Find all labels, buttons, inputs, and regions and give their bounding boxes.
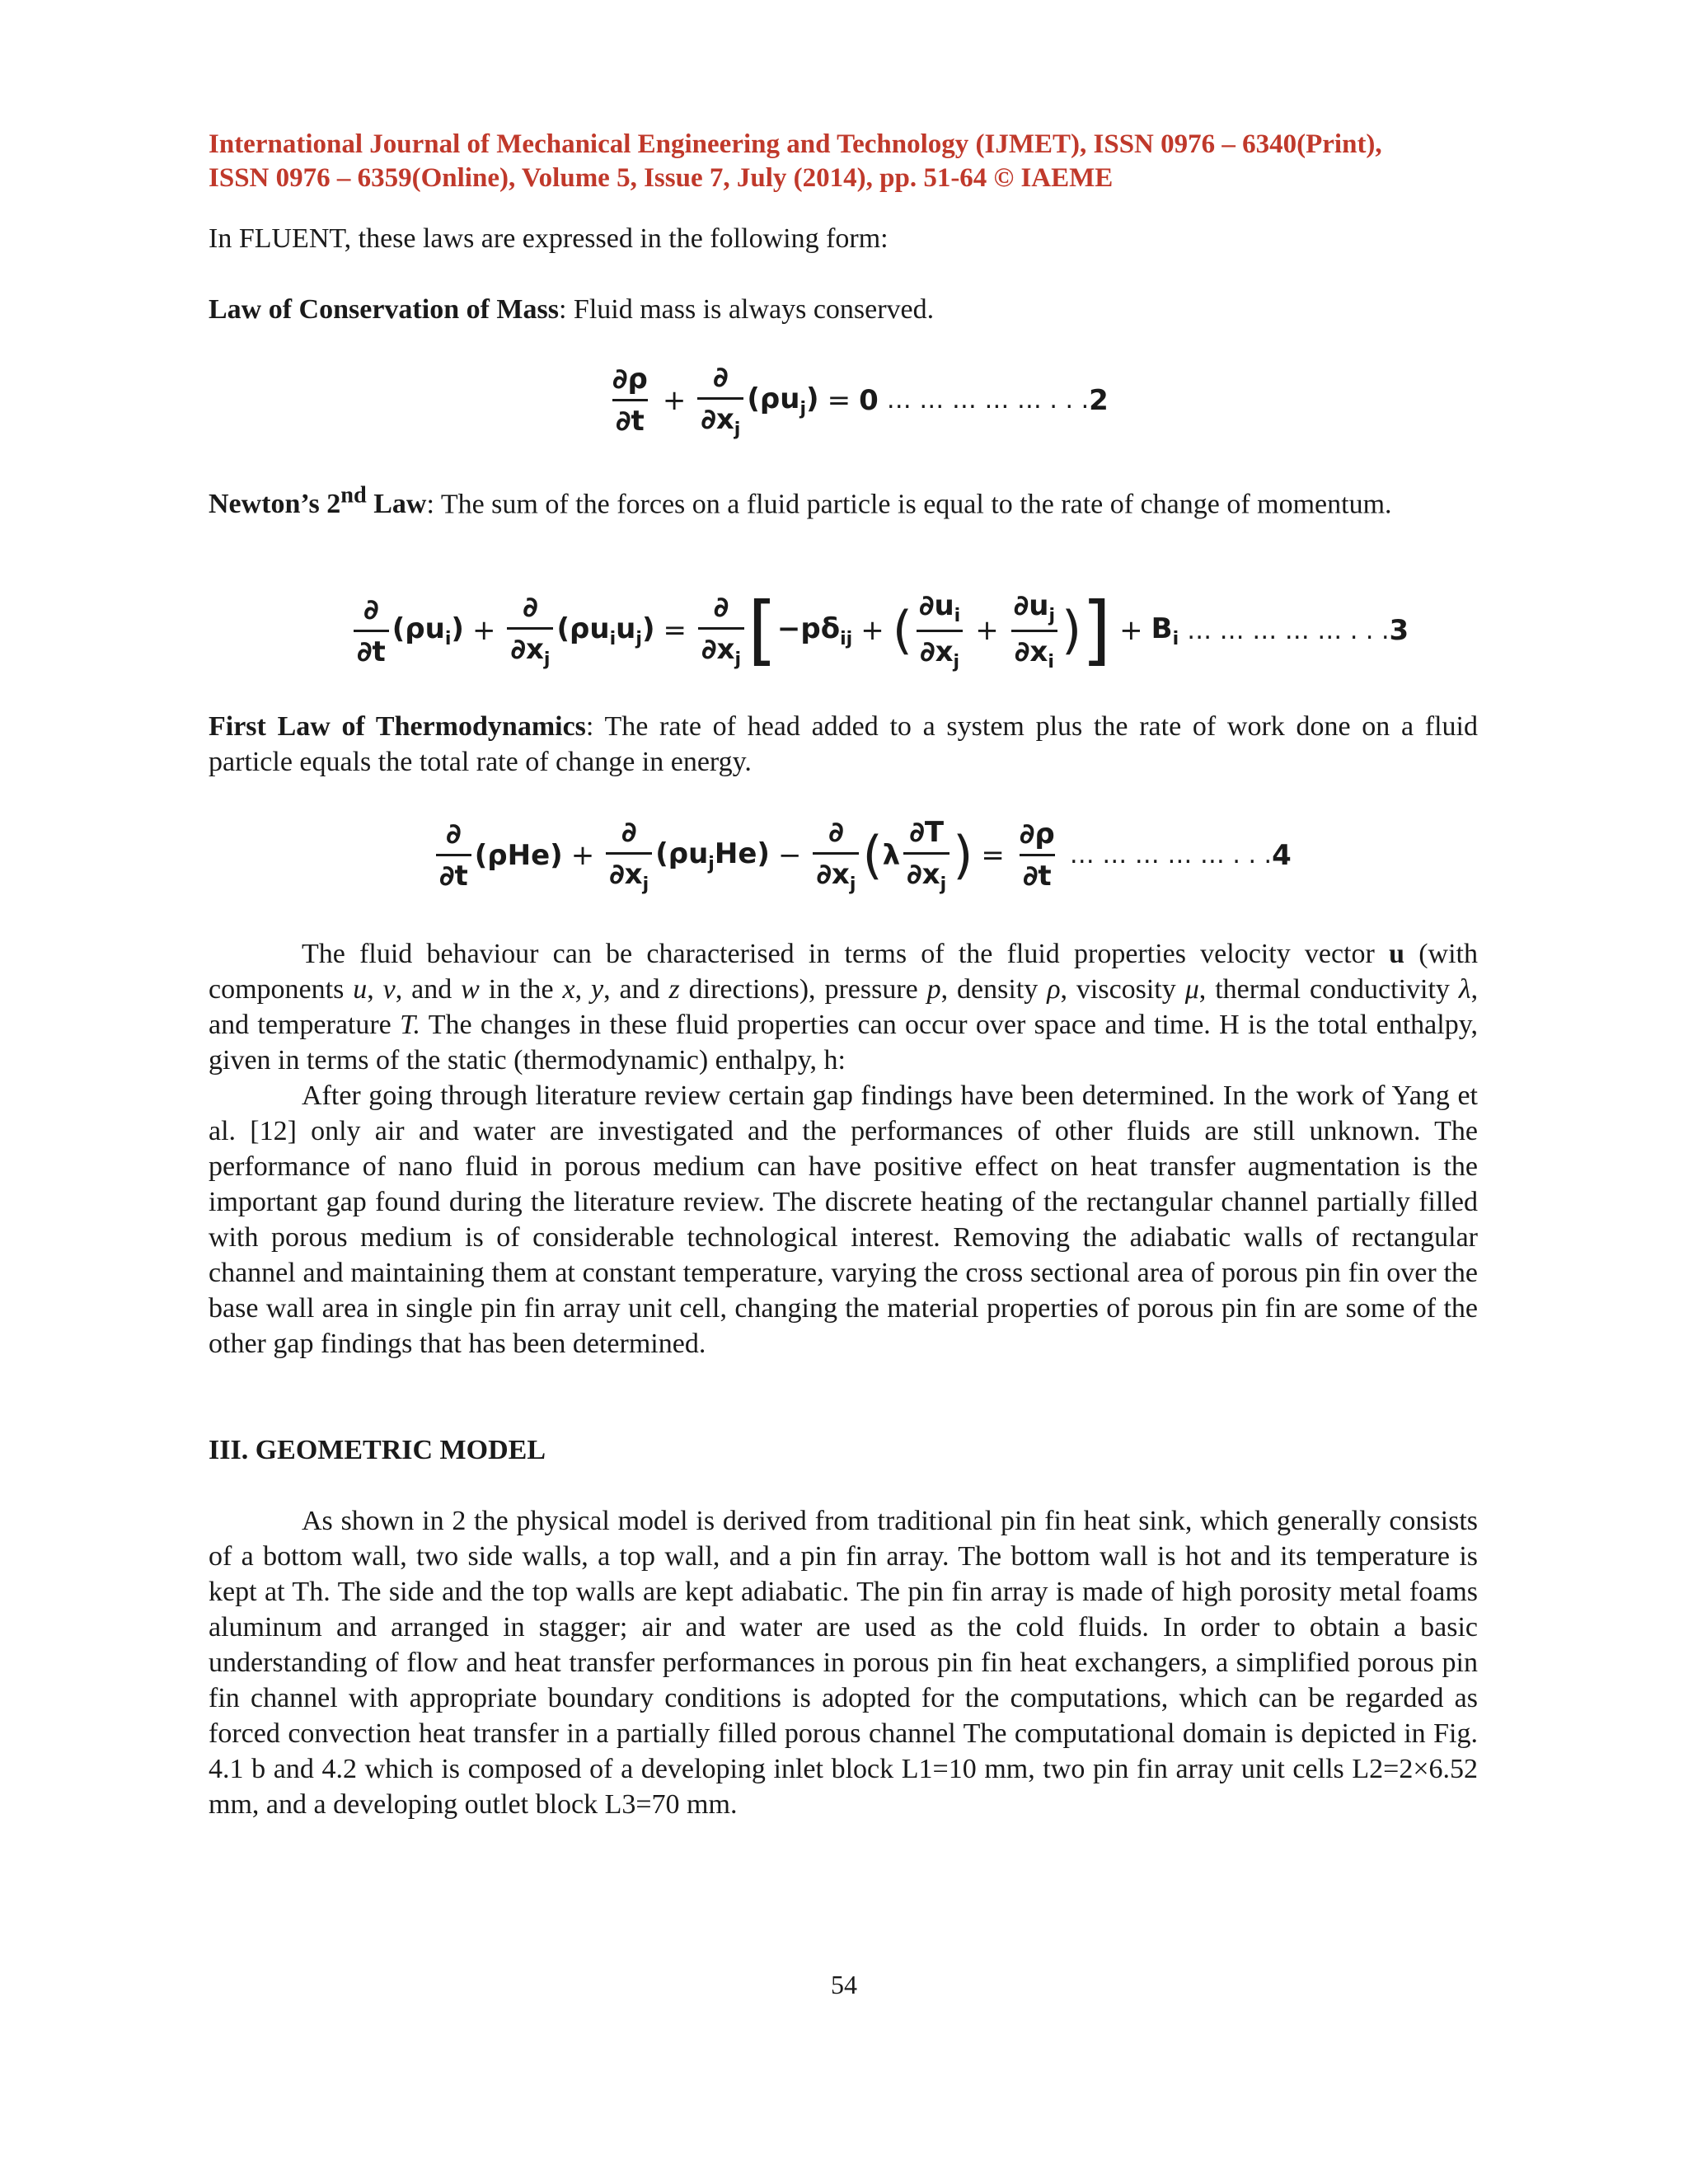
thermo-law-paragraph: [209, 709, 1478, 780]
newton-law-paragraph: [209, 478, 1478, 522]
gap-findings-paragraph: After going through literature review certain gap findings have been determined. In the work of Yang et al. [12] only air and water are investigated and the performances of other fluids are still unknown. The performance of nano fluid in porous medium can have positive effect on heat transfer augmentation is the important gap found during the literature review. The discrete heating of the rectangular channel partially filled with porous medium is of considerable technological interest. Removing the adiabatic walls of rectangular channel and maintaining them at constant temperature, varying the cross sectional area of porous pin fin over the base wall area in single pin fin array unit cell, changing the material properties of porous pin fin are some of the other gap findings that has been determined.: [209, 1080, 1478, 1359]
newton-law-text: : The sum of the forces on a fluid particle is equal to the rate of change of momentum.: [426, 489, 1392, 520]
equation-4: $\frac{\partial}{\partial t}$ (ρHe) + $\frac{\partial}{\partial x_j}$ $(\rho u_jHe)$ − $\frac{\partial}{\partial x_j}$ ( λ $\frac{\partial T}{\partial x_j}$ ) = $\frac{\partial\rho}{\partial t}$ … … … … … . . . 4: [433, 816, 1292, 895]
eq2-frac-d-dxj: $\frac{\partial}{\partial x_j}$: [697, 361, 743, 440]
eq4-dots: … … … … … . . .: [1069, 841, 1273, 870]
thermo-law-heading: First Law of Thermodynamics: [209, 711, 586, 742]
eq3-dots: … … … … … . . .: [1187, 616, 1390, 645]
journal-header: [209, 128, 1478, 195]
eq2-number: 2: [1089, 383, 1109, 417]
equation-2: $\frac{\partial\rho}{\partial t}$ + $\frac{\partial}{\partial x_j}$ $(\rho u_j)$ = 0 … … … … … . . . 2: [606, 361, 1109, 440]
mass-law-text: : Fluid mass is always conserved.: [558, 294, 935, 325]
journal-header-line-2: ISSN 0976 – 6359(Online), Volume 5, Issue 7, July (2014), pp. 51-64 © IAEME: [209, 163, 1114, 193]
section-title: III. GEOMETRIC MODEL: [209, 1435, 546, 1465]
geometric-model-paragraph: As shown in 2 the physical model is derived from traditional pin fin heat sink, which generally consists of a bottom wall, two side walls, a top wall, and a pin fin array. The bottom wall is hot and its temperature is kept at Th. The side and the top walls are kept adiabatic. The pin fin array is made of high porosity metal foams aluminum and arranged in stagger; air and water are used as the cold fluids. In order to obtain a basic understanding of flow and heat transfer performances in porous pin fin heat exchangers, a simplified porous pin fin channel with appropriate boundary conditions is adopted for the computations, which can be regarded as forced convection heat transfer in a partially filled porous channel The computational domain is depicted in Fig. 4.1 b and 4.2 which is composed of a developing inlet block L1=10 mm, two pin fin array unit cells L2=2×6.52 mm, and a developing outlet block L3=70 mm.: [209, 1506, 1478, 1820]
mass-law-paragraph: [209, 292, 1478, 327]
page-number: 54: [831, 1970, 857, 1999]
mass-law-heading: Law of Conservation of Mass: [209, 294, 559, 325]
newton-law-heading: Newton’s 2nd Law: [209, 483, 427, 520]
eq2-frac-drho-dt: $\frac{\partial\rho}{\partial t}$: [612, 363, 648, 438]
thermo-law-text: : The rate of head added to a system plus the rate of work done on a fluid particle equals the total rate of change in energy.: [209, 711, 1478, 777]
eq2-dots: … … … … … . . .: [886, 386, 1090, 415]
journal-header-line-1: International Journal of Mechanical Engineering and Technology (IJMET), ISSN 0976 – 6340(Print),: [209, 129, 1382, 159]
fluid-properties-paragraph: The fluid behaviour can be characterised in terms of the fluid properties velocity vector u (with components u, v, and w in the x, y, and z directions), pressure p, density ρ, viscosity μ, thermal conductivity λ, and temperature T. The changes in these fluid properties can occur over space and time. H is the total enthalpy, given in terms of the static (thermodynamic) enthalpy, h:: [209, 939, 1479, 1076]
eq3-number: 3: [1389, 614, 1409, 648]
equation-3: $\frac{\partial}{\partial t}$ $(\rho u_i)$ + $\frac{\partial}{\partial x_j}$ $(\rho u_iu_j)$ = $\frac{\partial}{\partial x_j}$ [ $-p\delta_{ij}$ + ( $\frac{\partial u_i}{\partial x_j}$ + $\frac{\partial u_j}{\partial x_i}$ ) ] + $B_i$ … … … … … . . . 3: [350, 589, 1409, 673]
intro-text: In FLUENT, these laws are expressed in the following form:: [209, 223, 889, 254]
eq4-number: 4: [1272, 838, 1292, 872]
